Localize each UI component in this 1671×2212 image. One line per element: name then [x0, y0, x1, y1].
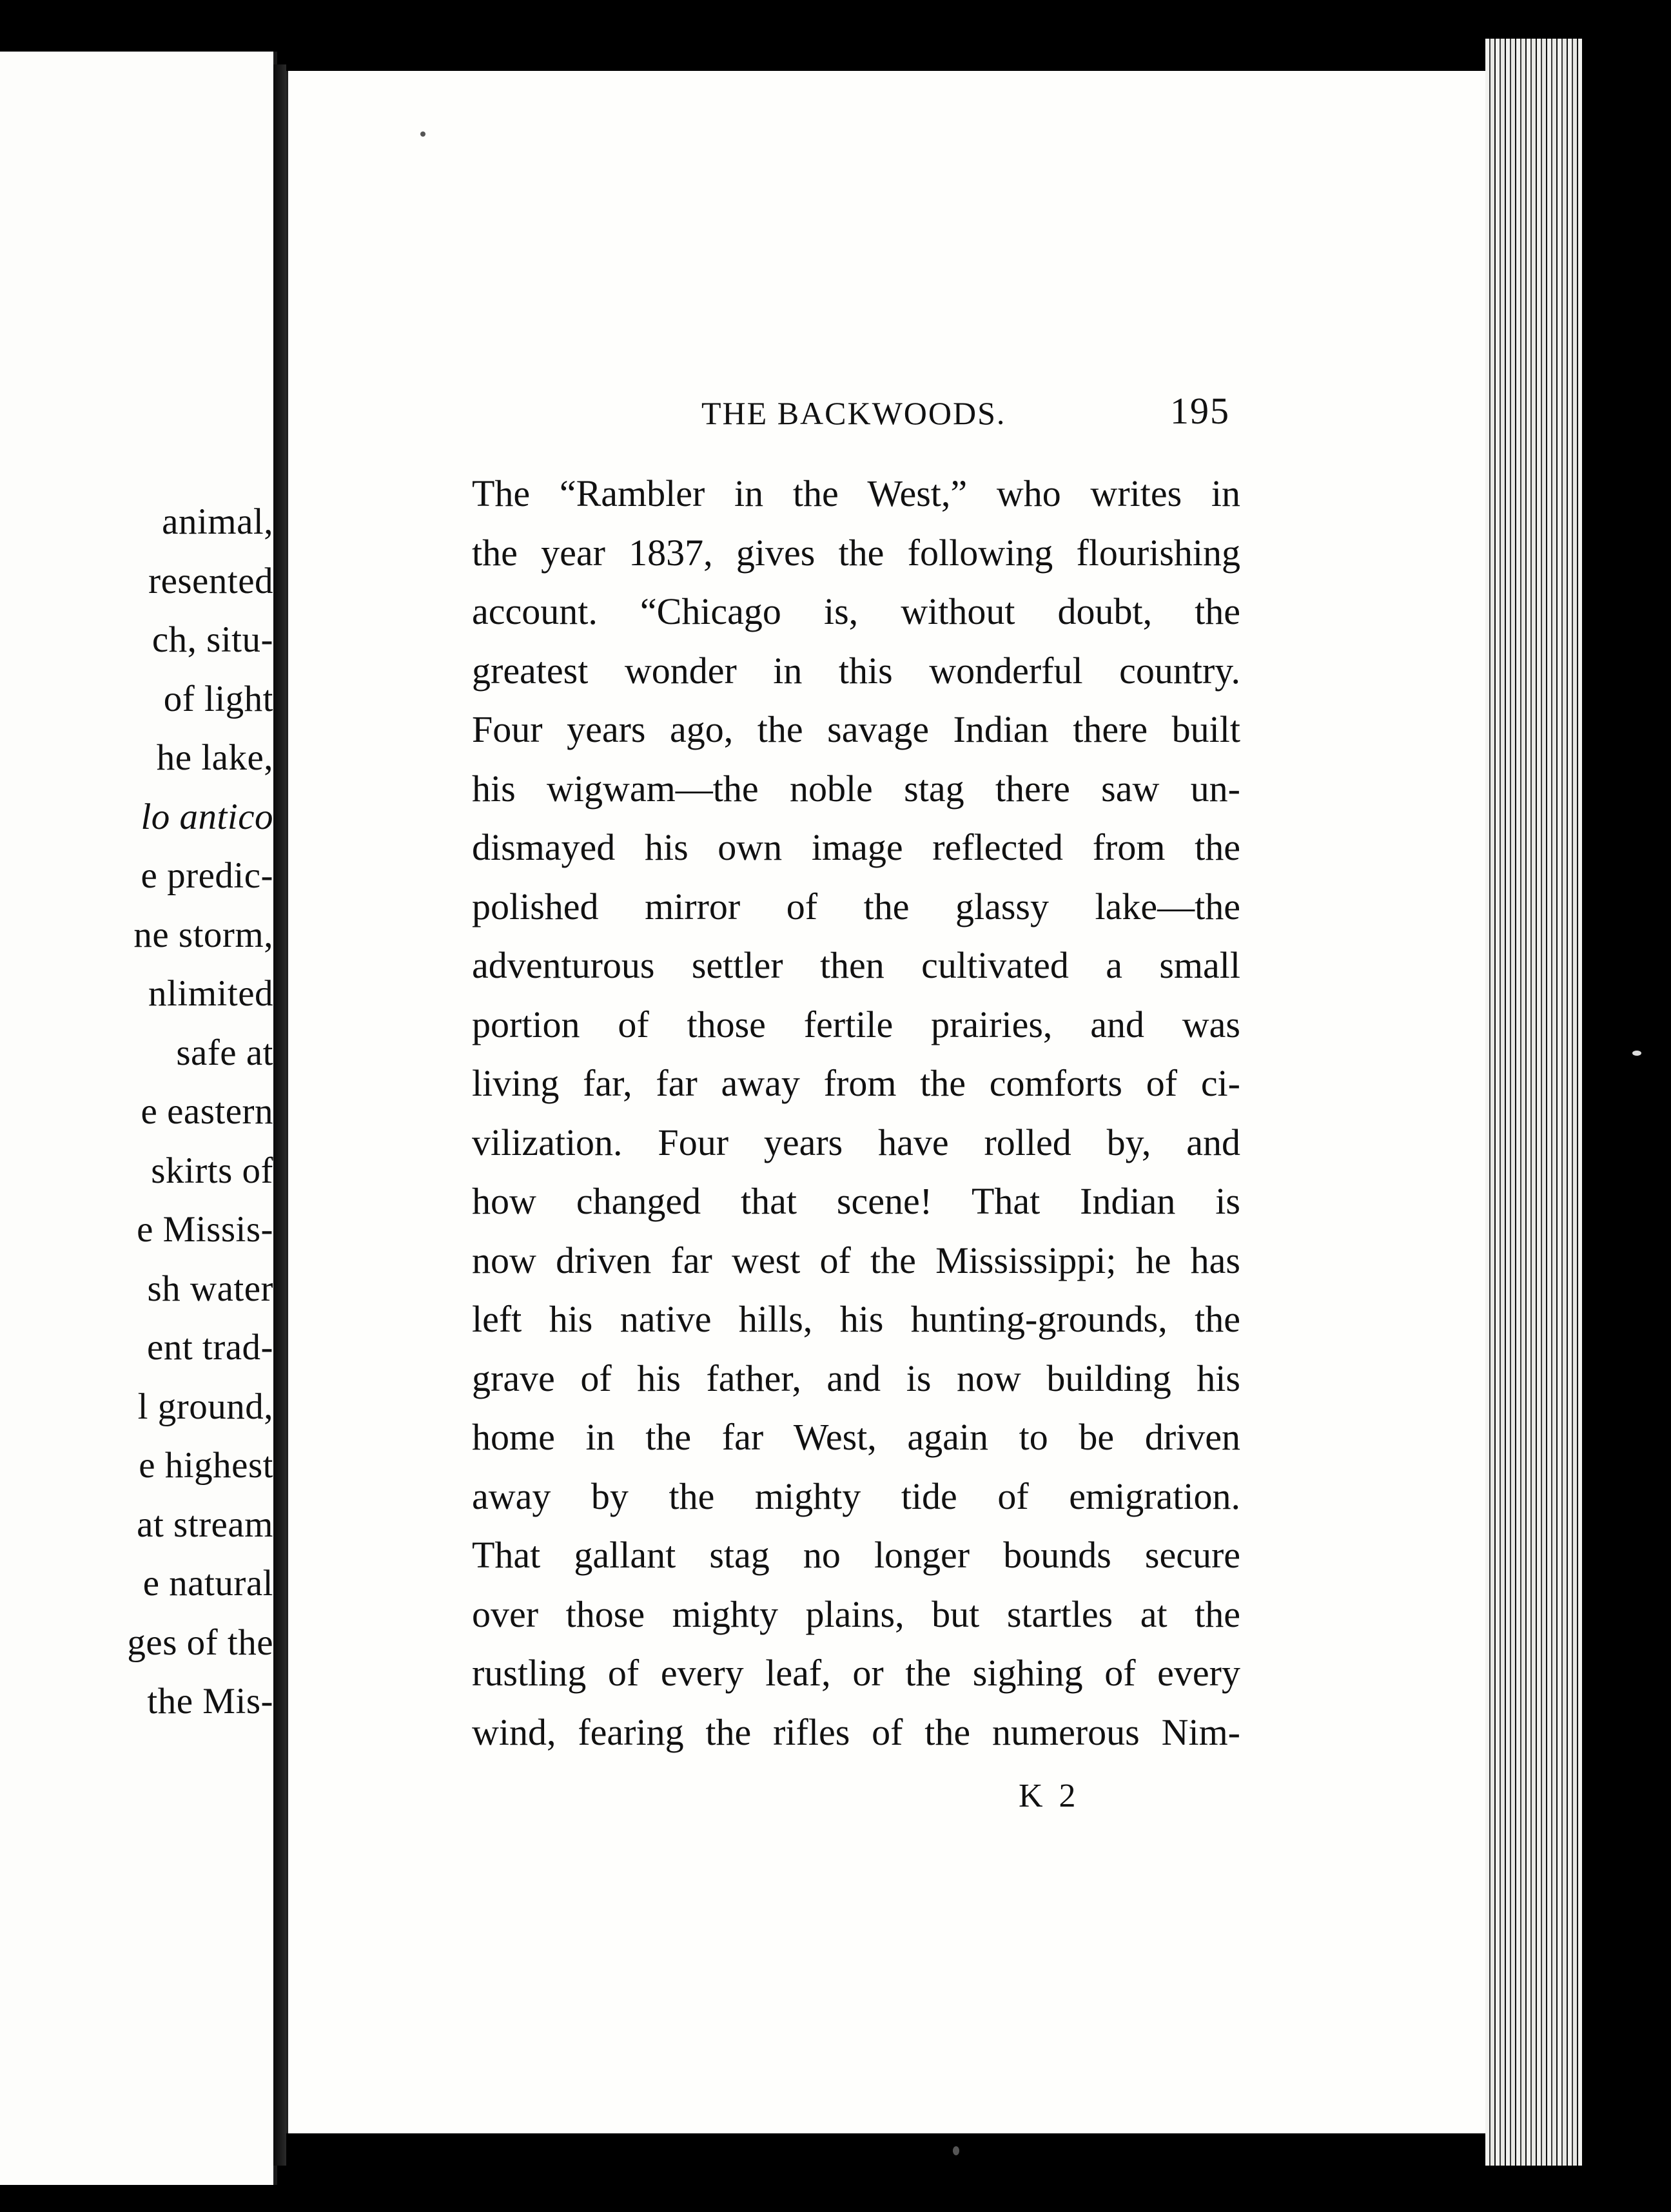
left-text-line: e Missis-: [137, 1209, 273, 1250]
left-text-line: skirts of: [151, 1150, 273, 1191]
text-line: grave of his father, and is now building his: [472, 1357, 1240, 1399]
text-line: over those mighty plains, but startles at the: [472, 1593, 1240, 1635]
text-line: polished mirror of the glassy lake—the: [472, 885, 1240, 927]
paper-speck: [953, 2146, 959, 2155]
text-line: left his native hills, his hunting-grounds, the: [472, 1298, 1240, 1340]
left-text-line: animal,: [162, 501, 273, 542]
signature-mark: K 2: [1019, 1778, 1080, 1814]
left-text-line: e natural: [142, 1563, 273, 1604]
paper-speck: [1632, 1051, 1641, 1056]
text-line: the year 1837, gives the following flourishing: [472, 531, 1240, 574]
text-line: how changed that scene! That Indian is: [472, 1180, 1240, 1222]
left-text-line: e eastern: [141, 1091, 273, 1132]
text-line: away by the mighty tide of emigration.: [472, 1475, 1240, 1517]
text-line: portion of those fertile prairies, and was: [472, 1003, 1240, 1045]
book-gutter: [273, 64, 286, 2166]
running-head: THE BACKWOODS.: [701, 395, 1006, 431]
text-line: dismayed his own image reflected from the: [472, 826, 1240, 868]
page-number: 195: [1170, 390, 1230, 432]
left-text-line: lo antico: [141, 796, 273, 837]
scan-border: [1582, 0, 1671, 2212]
left-text-line: of light: [163, 678, 273, 719]
text-line: adventurous settler then cultivated a small: [472, 944, 1240, 986]
paper-speck: [420, 131, 425, 137]
left-text-line: ch, situ-: [151, 619, 273, 660]
page-edges: [1485, 39, 1582, 2166]
left-text-line: he lake,: [156, 737, 273, 778]
left-page-text: [0, 492, 273, 1731]
left-text-line: e highest: [139, 1445, 273, 1486]
text-line: The “Rambler in the West,” who writes in: [472, 472, 1240, 514]
left-text-line: at stream: [137, 1504, 273, 1545]
left-text-line: nlimited: [148, 973, 273, 1014]
text-line: account. “Chicago is, without doubt, the: [472, 590, 1240, 632]
text-line: his wigwam—the noble stag there saw un-: [472, 767, 1240, 810]
left-text-line: safe at: [176, 1032, 273, 1073]
left-facing-page: [0, 52, 277, 2185]
left-text-line: sh water: [147, 1268, 273, 1309]
left-text-line: e predic-: [141, 855, 273, 896]
left-text-line: ent trad-: [147, 1327, 273, 1368]
text-line: Four years ago, the savage Indian there built: [472, 708, 1240, 750]
left-text-line: ne storm,: [133, 914, 273, 955]
text-line: vilization. Four years have rolled by, and: [472, 1121, 1240, 1163]
text-line: greatest wonder in this wonderful country.: [472, 649, 1240, 692]
text-line: now driven far west of the Mississippi; he has: [472, 1239, 1240, 1281]
text-line: wind, fearing the rifles of the numerous Nim-: [472, 1711, 1240, 1753]
left-text-line: l ground,: [137, 1386, 273, 1427]
page-body: [472, 464, 1240, 1761]
left-text-line: ges of the: [127, 1622, 273, 1663]
text-line: That gallant stag no longer bounds secure: [472, 1534, 1240, 1576]
left-text-line: the Mis-: [147, 1681, 273, 1722]
text-line: living far, far away from the comforts of ci-: [472, 1062, 1240, 1104]
left-text-line: resented: [148, 560, 273, 601]
text-line: rustling of every leaf, or the sighing of every: [472, 1652, 1240, 1694]
text-line: home in the far West, again to be driven: [472, 1416, 1240, 1458]
